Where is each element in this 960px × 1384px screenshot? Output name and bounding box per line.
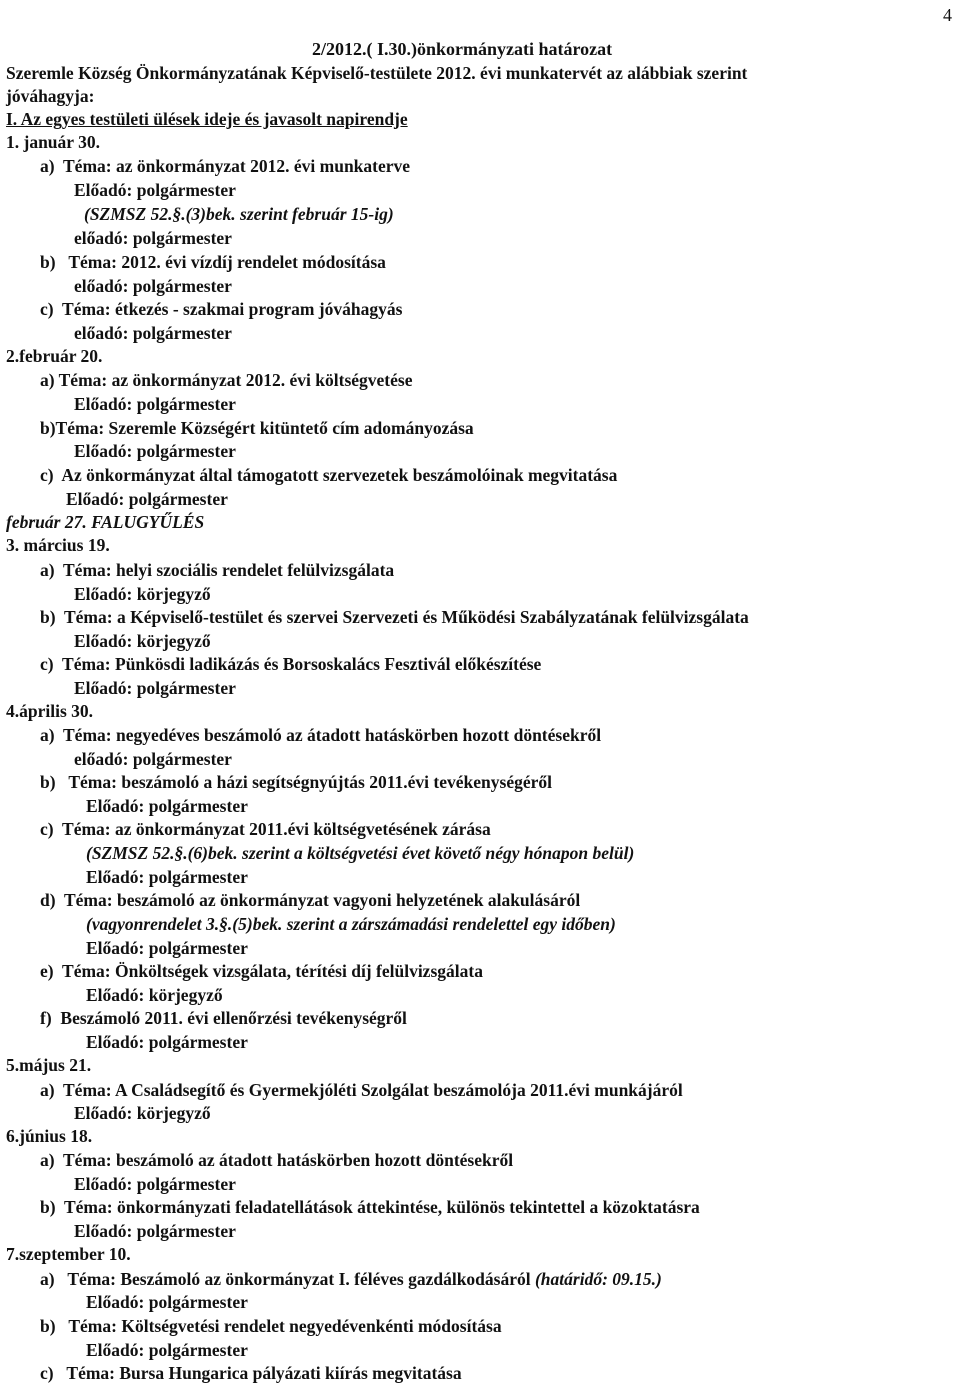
agenda-line-text: a) Téma: az önkormányzat 2012. évi költségvetése	[40, 370, 413, 390]
agenda-line	[40, 960, 483, 982]
agenda-line	[74, 440, 236, 462]
agenda-line-text: Előadó: körjegyző	[74, 1103, 211, 1123]
agenda-line	[74, 748, 232, 770]
agenda-line	[74, 179, 236, 201]
agenda-line	[6, 1054, 91, 1076]
agenda-line	[40, 464, 617, 486]
intro-text-continued: jóváhagyja:	[6, 86, 95, 106]
agenda-line-text: Előadó: polgármester	[74, 394, 236, 414]
agenda-line	[6, 1243, 131, 1265]
agenda-line-text: (vagyonrendelet 3.§.(5)bek. szerint a zárszámadási rendelettel egy időben)	[86, 914, 616, 934]
agenda-line	[74, 322, 232, 344]
agenda-line	[40, 818, 491, 840]
agenda-line-text: e) Téma: Önköltségek vizsgálata, térítési díj felülvizsgálata	[40, 961, 483, 981]
agenda-line	[74, 630, 211, 652]
agenda-line-text: előadó: polgármester	[74, 749, 232, 769]
agenda-line	[86, 866, 248, 888]
agenda-line-text: Előadó: körjegyző	[74, 631, 211, 651]
agenda-line	[86, 842, 634, 864]
agenda-line	[6, 700, 93, 722]
agenda-line	[6, 511, 204, 533]
agenda-line-text: Előadó: polgármester	[86, 938, 248, 958]
agenda-line-text: Előadó: polgármester	[74, 180, 236, 200]
resolution-title: 2/2012.( I.30.)önkormányzati határozat	[312, 39, 613, 59]
agenda-line	[40, 1268, 662, 1290]
agenda-line-text: c) Téma: az önkormányzat 2011.évi költségvetésének zárása	[40, 819, 491, 839]
agenda-line-text: 7.szeptember 10.	[6, 1244, 131, 1264]
agenda-line	[6, 534, 110, 556]
agenda-line-text: b) Téma: a Képviselő-testület és szervei Szervezeti és Működési Szabályzatának felülvizsgálata	[40, 607, 749, 627]
agenda-line-text: a) Téma: Beszámoló az önkormányzat I. féléves gazdálkodásáról	[40, 1269, 535, 1289]
page-number: 4	[943, 5, 952, 25]
agenda-line-text: c) Az önkormányzat által támogatott szervezetek beszámolóinak megvitatása	[40, 465, 618, 485]
agenda-line-text: 3. március 19.	[6, 535, 110, 555]
agenda-line	[74, 393, 236, 415]
agenda-line	[40, 653, 541, 675]
agenda-line	[40, 771, 552, 793]
agenda-line	[74, 227, 232, 249]
agenda-line	[86, 984, 223, 1006]
agenda-line-text: (SZMSZ 52.§.(3)bek. szerint február 15-ig)	[84, 204, 394, 224]
agenda-line-text: Előadó: körjegyző	[74, 584, 211, 604]
agenda-line	[40, 251, 386, 273]
agenda-line	[84, 203, 394, 225]
agenda-line	[40, 1079, 683, 1101]
agenda-line-text: 5.május 21.	[6, 1055, 92, 1075]
agenda-line	[40, 1196, 700, 1218]
agenda-line	[74, 583, 211, 605]
agenda-line	[40, 889, 580, 911]
agenda-line-text: Előadó: polgármester	[74, 1174, 236, 1194]
agenda-line	[40, 1149, 513, 1171]
agenda-line	[40, 1315, 502, 1337]
agenda-line	[86, 1339, 248, 1361]
agenda-line-text: a) Téma: A Családsegítő és Gyermekjóléti Szolgálat beszámolója 2011.évi munkájáról	[40, 1080, 683, 1100]
agenda-line-text: d) Téma: beszámoló az önkormányzat vagyoni helyzetének alakulásáról	[40, 890, 581, 910]
agenda-line-text: február 27. FALUGYŰLÉS	[6, 512, 205, 532]
agenda-line-text: b) Téma: önkormányzati feladatellátások áttekintése, különös tekintettel a közoktatásra	[40, 1197, 700, 1217]
agenda-line	[86, 1031, 248, 1053]
agenda-line	[40, 369, 412, 391]
agenda-line-text: c) Téma: étkezés - szakmai program jóváhagyás	[40, 299, 403, 319]
agenda-line	[74, 1173, 236, 1195]
section-heading: I. Az egyes testületi ülések ideje és javasolt napirendje	[6, 109, 408, 129]
agenda-line-text: b)Téma: Szeremle Községért kitüntető cím adományozása	[40, 418, 474, 438]
agenda-line-text: b) Téma: Költségvetési rendelet negyedévenkénti módosítása	[40, 1316, 502, 1336]
agenda-line-text: c) Téma: Pünkösdi ladikázás és Borsoskalács Fesztivál előkészítése	[40, 654, 542, 674]
agenda-line-text: b) Téma: 2012. évi vízdíj rendelet módosítása	[40, 252, 386, 272]
agenda-line-text: b) Téma: beszámoló a házi segítségnyújtás 2011.évi tevékenységéről	[40, 772, 552, 792]
agenda-line	[40, 298, 402, 320]
agenda-line-text: Előadó: polgármester	[86, 1032, 248, 1052]
agenda-line-text: előadó: polgármester	[74, 228, 232, 248]
agenda-line-text: Előadó: polgármester	[86, 1292, 248, 1312]
agenda-line	[40, 1007, 407, 1029]
agenda-line	[40, 559, 394, 581]
agenda-line	[86, 795, 248, 817]
agenda-line	[86, 1291, 248, 1313]
agenda-line	[86, 913, 616, 935]
agenda-line	[74, 1220, 236, 1242]
agenda-line-text: a) Téma: helyi szociális rendelet felülvizsgálata	[40, 560, 395, 580]
agenda-line-text: Előadó: körjegyző	[86, 985, 223, 1005]
agenda-line	[74, 1102, 211, 1124]
agenda-line-text: (SZMSZ 52.§.(6)bek. szerint a költségvetési évet követő négy hónapon belül)	[86, 843, 635, 863]
agenda-line	[66, 488, 228, 510]
agenda-line-text: előadó: polgármester	[74, 276, 232, 296]
agenda-line-text: Előadó: polgármester	[74, 678, 236, 698]
agenda-line-text: f) Beszámoló 2011. évi ellenőrzési tevékenységről	[40, 1008, 407, 1028]
agenda-line	[74, 275, 232, 297]
agenda-line	[40, 606, 749, 628]
intro-text: Szeremle Község Önkormányzatának Képviselő-testülete 2012. évi munkatervét az alábbiak szerint	[6, 63, 748, 83]
agenda-line-text: 2.február 20.	[6, 346, 103, 366]
agenda-line	[40, 724, 601, 746]
agenda-line	[6, 1125, 92, 1147]
agenda-line	[40, 417, 474, 439]
agenda-line-text: a) Téma: beszámoló az átadott hatáskörben hozott döntésekről	[40, 1150, 514, 1170]
agenda-line-text: a) Téma: az önkormányzat 2012. évi munkaterve	[40, 156, 411, 176]
agenda-line	[74, 677, 236, 699]
agenda-line	[86, 937, 248, 959]
agenda-line-text: 4.április 30.	[6, 701, 94, 721]
agenda-line-text: Előadó: polgármester	[74, 1221, 236, 1241]
agenda-line-text: a) Téma: negyedéves beszámoló az átadott hatáskörben hozott döntésekről	[40, 725, 602, 745]
agenda-line-text: Előadó: polgármester	[86, 1340, 248, 1360]
agenda-line	[6, 345, 102, 367]
agenda-line	[40, 155, 410, 177]
agenda-line-text: Előadó: polgármester	[86, 867, 248, 887]
agenda-line-text: 1. január 30.	[6, 132, 100, 152]
agenda-line	[40, 1362, 462, 1384]
agenda-line-text: Előadó: polgármester	[86, 796, 248, 816]
agenda-line-text: 6.június 18.	[6, 1126, 93, 1146]
agenda-line-text: előadó: polgármester	[74, 323, 232, 343]
agenda-line-text: Előadó: polgármester	[66, 489, 228, 509]
agenda-line-text: Előadó: polgármester	[74, 441, 236, 461]
agenda-line	[6, 131, 100, 153]
agenda-line-text: (határidő: 09.15.)	[534, 1269, 662, 1289]
agenda-line-text: c) Téma: Bursa Hungarica pályázati kiírás megvitatása	[40, 1363, 462, 1383]
